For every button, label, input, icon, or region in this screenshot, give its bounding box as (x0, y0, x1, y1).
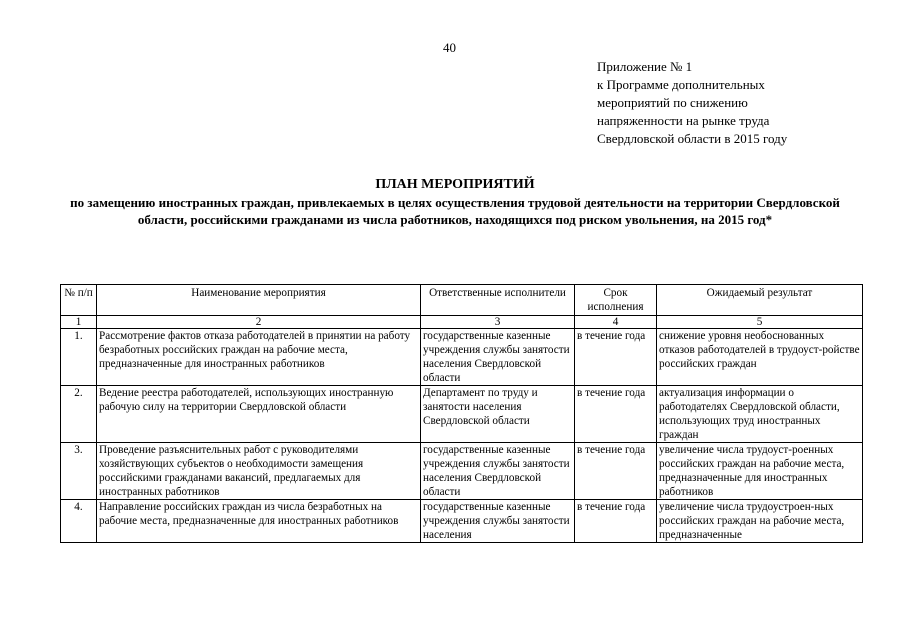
expected-result: снижение уровня необоснованных отказов работодателей в трудоуст-ройстве российских граждан (657, 329, 863, 386)
column-number: 1 (61, 316, 97, 329)
term: в течение года (575, 500, 657, 543)
measure-name: Ведение реестра работодателей, использующих иностранную рабочую силу на территории Свердловской области (97, 386, 421, 443)
table-row (61, 329, 863, 386)
executors: Департамент по труду и занятости населения Свердловской области (421, 386, 575, 443)
column-number: 3 (421, 316, 575, 329)
table-header-row (61, 285, 863, 316)
appendix-line: мероприятий по снижению (597, 95, 748, 110)
title-subtitle: по замещению иностранных граждан, привлекаемых в целях осуществления трудовой деятельности на территории Свердловской области, российскими гражданами из числа работников, находящихся под риском увольнения, на 2015 год* (70, 195, 840, 227)
plan-table (60, 284, 863, 543)
header-executors: Ответственные исполнители (421, 285, 575, 316)
table-row (61, 386, 863, 443)
executors: государственные казенные учреждения службы занятости населения Свердловской области (421, 443, 575, 500)
appendix-line: напряженности на рынке труда (597, 113, 770, 128)
header-term: Срок исполнения (575, 285, 657, 316)
appendix-line: Приложение № 1 (597, 59, 693, 74)
appendix-line: к Программе дополнительных (597, 77, 765, 92)
title-main: ПЛАН МЕРОПРИЯТИЙ (375, 177, 535, 192)
document-title (60, 176, 850, 228)
expected-result: увеличение числа трудоуст-роенных российских граждан на рабочие места, предназначенные для иностранных работников (657, 443, 863, 500)
executors: государственные казенные учреждения службы занятости населения (421, 500, 575, 543)
table-row (61, 500, 863, 543)
expected-result: увеличение числа трудоустроен-ных российских граждан на рабочие места, предназначенные (657, 500, 863, 543)
row-number: 1. (61, 329, 97, 386)
executors: государственные казенные учреждения службы занятости населения Свердловской области (421, 329, 575, 386)
measure-name: Проведение разъяснительных работ с руководителями хозяйствующих субъектов о необходимости замещения российскими гражданами вакансий, предлагаемых для иностранных работников (97, 443, 421, 500)
column-number-row (61, 316, 863, 329)
row-number: 4. (61, 500, 97, 543)
term: в течение года (575, 329, 657, 386)
table-row (61, 443, 863, 500)
header-result: Ожидаемый результат (657, 285, 863, 316)
appendix-note (597, 58, 787, 148)
column-number: 5 (657, 316, 863, 329)
header-name: Наименование мероприятия (97, 285, 421, 316)
row-number: 3. (61, 443, 97, 500)
column-number: 4 (575, 316, 657, 329)
term: в течение года (575, 443, 657, 500)
term: в течение года (575, 386, 657, 443)
row-number: 2. (61, 386, 97, 443)
column-number: 2 (97, 316, 421, 329)
appendix-line: Свердловской области в 2015 году (597, 131, 788, 146)
measure-name: Направление российских граждан из числа безработных на рабочие места, предназначенные для иностранных работников (97, 500, 421, 543)
header-number: № п/п (61, 285, 97, 316)
expected-result: актуализация информации о работодателях Свердловской области, использующих труд иностранных граждан (657, 386, 863, 443)
page-number: 40 (443, 40, 456, 55)
measure-name: Рассмотрение фактов отказа работодателей в принятии на работу безработных российских граждан на рабочие места, предназначенные для иностранных работников (97, 329, 421, 386)
